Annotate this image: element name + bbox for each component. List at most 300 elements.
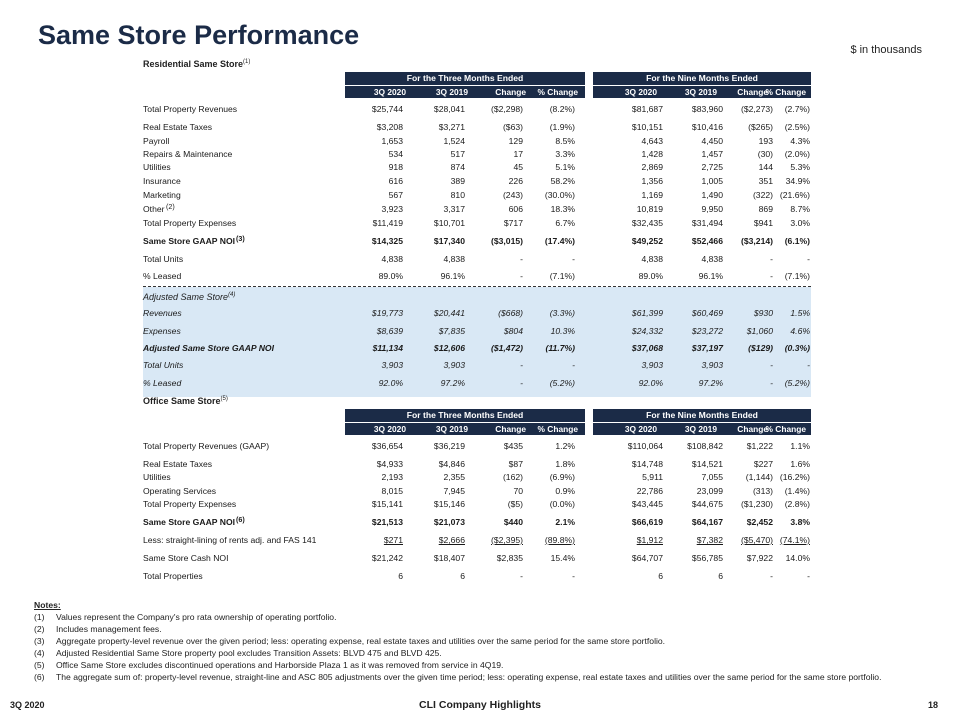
table-cell: 517 [450,149,465,159]
table-cell: (2.0%) [784,149,810,159]
table-row [143,440,811,453]
table-cell: 4,838 [701,254,723,264]
table-cell: ($3,214) [740,236,773,246]
note-text: Adjusted Residential Same Store property pool excludes Transition Assets: BLVD 475 and BLVD 425. [56,648,442,658]
table-row [143,235,811,248]
table-cell: (1,144) [745,472,773,482]
row-note: (2) [166,203,175,211]
table-cell: 96.1% [698,271,723,281]
row-label: Utilities [143,162,171,172]
table-cell: 1,457 [701,149,723,159]
table-cell: 89.0% [378,271,403,281]
table-cell: 3,903 [641,360,663,370]
table-cell: ($3,015) [490,236,523,246]
table-cell: (162) [502,472,523,482]
table-cell: $21,242 [371,553,403,563]
table-cell: 918 [388,162,403,172]
table-cell: 10.3% [550,326,575,336]
table-cell: 70 [513,486,523,496]
row-label: Payroll [143,136,170,146]
note-number: (5) [34,660,45,670]
table-cell: $1,912 [636,535,663,545]
table-cell: 6.7% [555,218,575,228]
adjusted-section-note: (4) [228,292,236,298]
table-cell: $21,513 [371,517,403,527]
table-cell: 96.1% [440,271,465,281]
note-item [34,671,924,683]
table-cell: $43,445 [631,499,663,509]
note-item [34,611,924,623]
note-text: Values represent the Company's pro rata ownership of operating portfolio. [56,612,337,622]
table-cell: 1,524 [443,136,465,146]
note-text: The aggregate sum of: property-level revenue, straight-line and ASC 805 adjustments over the given time period; less: operating expense, real estate taxes and utilities over the same period for the same store portfolio. [56,672,882,682]
table-cell: 869 [758,204,773,214]
table-cell: 129 [508,136,523,146]
table-cell: $4,846 [438,459,465,469]
table-cell: (1.4%) [784,486,810,496]
table-cell: (74.1%) [779,535,810,545]
footer-period: 3Q 2020 [10,700,45,710]
note-item [34,647,924,659]
table-cell: $2,666 [438,535,465,545]
table-cell: ($2,273) [740,104,773,114]
table-cell: $17,340 [433,236,465,246]
table-row [143,485,811,498]
note-number: (3) [34,636,45,646]
office-section-title: Office Same Store [143,396,221,406]
table-cell: $64,707 [631,553,663,563]
table-cell: $24,332 [631,326,663,336]
table-cell: $66,619 [631,517,663,527]
note-text: Includes management fees. [56,624,162,634]
table-cell: (2.5%) [784,122,810,132]
table-cell: 18.3% [550,204,575,214]
table-cell: $36,654 [371,441,403,451]
table-cell: 7,945 [443,486,465,496]
table-cell: $1,222 [746,441,773,451]
table-cell: 1,653 [381,136,403,146]
office-section-note: (5) [220,396,228,402]
table-row [143,161,811,174]
table-cell: 1,490 [701,190,723,200]
table-cell: $7,382 [696,535,723,545]
table-cell: 2.1% [555,517,575,527]
table-cell: ($1,472) [490,343,523,353]
table-cell: $83,960 [691,104,723,114]
table-cell: - [520,378,523,388]
table-cell: 389 [450,176,465,186]
table-cell: ($668) [498,308,523,318]
table-cell: (89.8%) [544,535,575,545]
table-cell: (17.4%) [544,236,575,246]
table-cell: $7,835 [438,326,465,336]
table-cell: 616 [388,176,403,186]
table-row [143,534,811,547]
row-label: Total Units [143,360,184,370]
row-label: % Leased [143,271,182,281]
table-cell: $23,272 [691,326,723,336]
table-cell: $44,675 [691,499,723,509]
row-label: Same Store GAAP NOI [143,236,236,246]
table-cell: - [770,254,773,264]
row-label: Same Store Cash NOI [143,553,229,563]
table-cell: 2,869 [641,162,663,172]
note-text: Aggregate property-level revenue over the given period; less: operating expense, real estate taxes and utilities over the same period for the same store portfolio. [56,636,666,646]
table-cell: - [520,254,523,264]
table-cell: $25,744 [371,104,403,114]
table-cell: 9,950 [701,204,723,214]
table-cell: (2.8%) [784,499,810,509]
table-cell: 5.3% [790,162,810,172]
table-cell: 1.1% [790,441,810,451]
table-row [143,253,811,266]
table-cell: $21,073 [433,517,465,527]
row-label: Insurance [143,176,181,186]
table-cell: $14,325 [371,236,403,246]
table-row [143,570,811,583]
row-label: % Leased [143,378,182,388]
table-cell: 89.0% [638,271,663,281]
office-column-headers-three: 3Q 2020 3Q 2019 Change % Change [345,423,585,435]
row-label: Total Units [143,254,184,264]
table-cell: 2,355 [443,472,465,482]
table-cell: (16.2%) [779,472,810,482]
row-label: Revenues [143,308,182,318]
table-cell: $108,842 [687,441,723,451]
table-cell: ($63) [502,122,523,132]
office-section-label [143,396,228,406]
row-label: Adjusted Same Store GAAP NOI [143,343,274,353]
note-item [34,623,924,635]
table-cell: $49,252 [631,236,663,246]
table-cell: 874 [450,162,465,172]
table-cell: 97.2% [698,378,723,388]
table-cell: - [807,360,810,370]
table-cell: (2.7%) [784,104,810,114]
table-cell: 17 [513,149,523,159]
table-cell: 8.7% [790,204,810,214]
row-label: Less: straight-lining of rents adj. and FAS 141 [143,535,317,545]
row-label: Total Properties [143,571,203,581]
residential-header-nine-months: For the Nine Months Ended [593,72,811,85]
row-label: Same Store GAAP NOI [143,517,236,527]
row-label: Real Estate Taxes [143,459,213,469]
row-label: Expenses [143,326,181,336]
table-cell: $271 [383,535,403,545]
table-cell: (7.1%) [784,271,810,281]
table-cell: ($2,298) [490,104,523,114]
table-cell: $87 [508,459,523,469]
table-cell: 6 [658,571,663,581]
page-title: Same Store Performance [38,20,360,50]
table-cell: $10,416 [691,122,723,132]
table-cell: (243) [502,190,523,200]
table-cell: $11,134 [372,343,403,353]
table-cell: $717 [503,218,523,228]
table-cell: $4,933 [376,459,403,469]
table-cell: - [572,254,575,264]
row-note: (6) [236,516,245,524]
table-cell: 1,005 [701,176,723,186]
table-row [143,103,811,116]
table-cell: 5,911 [642,472,663,482]
table-cell: $37,068 [631,343,663,353]
row-label: Utilities [143,472,171,482]
table-cell: ($1,230) [740,499,773,509]
table-cell: 1.5% [790,308,810,318]
table-row [143,203,811,216]
table-cell: $11,419 [372,218,403,228]
table-cell: 23,099 [696,486,723,496]
table-cell: (30.0%) [544,190,575,200]
table-cell: ($5) [507,499,523,509]
note-number: (2) [34,624,45,634]
table-cell: $56,785 [691,553,723,563]
table-cell: $61,399 [631,308,663,318]
table-row [143,325,811,338]
table-cell: 4,838 [443,254,465,264]
table-cell: (21.6%) [779,190,810,200]
residential-section-title: Residential Same Store [143,59,244,69]
table-cell: 2,725 [701,162,723,172]
table-cell: $19,773 [371,308,403,318]
row-label: Total Property Expenses [143,499,237,509]
row-label: Total Property Revenues (GAAP) [143,441,270,451]
table-cell: 8.5% [555,136,575,146]
note-number: (6) [34,672,45,682]
table-cell: 1.2% [555,441,575,451]
table-cell: - [572,360,575,370]
residential-section-label [143,59,250,69]
table-cell: 58.2% [550,176,575,186]
table-cell: 1.8% [555,459,575,469]
table-cell: 14.0% [785,553,810,563]
table-cell: (11.7%) [545,343,575,353]
table-cell: $64,167 [691,517,723,527]
adjusted-section-title: Adjusted Same Store [143,292,229,302]
table-cell: - [520,571,523,581]
row-label: Repairs & Maintenance [143,149,233,159]
table-cell: $14,748 [631,459,663,469]
table-cell: $1,060 [746,326,773,336]
table-row [143,135,811,148]
table-cell: $32,435 [631,218,663,228]
table-cell: (6.1%) [784,236,810,246]
table-cell: 3,317 [443,204,465,214]
table-cell: 534 [388,149,403,159]
table-cell: $3,271 [438,122,465,132]
table-cell: 92.0% [638,378,663,388]
table-cell: $2,835 [496,553,523,563]
table-cell: (3.3%) [549,308,575,318]
table-cell: ($129) [748,343,773,353]
table-cell: (1.9%) [549,122,575,132]
table-cell: 351 [758,176,773,186]
table-cell: - [770,360,773,370]
table-cell: $8,639 [376,326,403,336]
table-cell: $110,064 [627,441,663,451]
table-row [143,175,811,188]
notes-heading: Notes: [34,600,61,610]
table-row [143,516,811,529]
table-row [143,498,811,511]
table-cell: 4,450 [701,136,723,146]
table-cell: 4,643 [641,136,663,146]
table-cell: 2,193 [381,472,403,482]
table-cell: 4.6% [790,326,810,336]
residential-section-note: (1) [243,59,251,65]
page-number: 18 [927,700,938,710]
table-cell: 4,838 [641,254,663,264]
table-cell: $227 [753,459,773,469]
table-cell: - [770,571,773,581]
table-cell: $7,922 [746,553,773,563]
table-cell: 3,923 [381,204,403,214]
office-header-nine-months: For the Nine Months Ended [593,409,811,422]
residential-column-headers-three: 3Q 2020 3Q 2019 Change % Change [345,86,585,98]
table-cell: $14,521 [691,459,723,469]
table-cell: 1.6% [790,459,810,469]
table-cell: 45 [513,162,523,172]
table-cell: 92.0% [378,378,403,388]
note-item [34,635,924,647]
table-cell: 6 [460,571,465,581]
table-cell: 193 [758,136,773,146]
table-cell: 1,356 [641,176,663,186]
table-cell: 810 [450,190,465,200]
table-cell: 3,903 [701,360,723,370]
table-cell: ($265) [748,122,773,132]
table-cell: 7,055 [701,472,723,482]
note-number: (1) [34,612,45,622]
table-cell: $81,687 [631,104,663,114]
table-cell: - [520,271,523,281]
table-cell: 5.1% [555,162,575,172]
table-cell: (313) [752,486,773,496]
row-note: (3) [236,235,245,243]
table-row [143,148,811,161]
note-number: (4) [34,648,45,658]
row-label: Total Property Revenues [143,104,238,114]
footer-title: CLI Company Highlights [419,699,541,711]
table-row [143,458,811,471]
table-cell: (322) [752,190,773,200]
row-label: Operating Services [143,486,217,496]
table-cell: $20,441 [433,308,465,318]
table-cell: 6 [718,571,723,581]
table-cell: (8.2%) [549,104,575,114]
table-row [143,471,811,484]
table-cell: $37,197 [691,343,723,353]
adjusted-section-label [143,292,235,302]
table-cell: $12,606 [433,343,465,353]
table-cell: 10,819 [636,204,663,214]
table-cell: 4.3% [790,136,810,146]
table-cell: $52,466 [691,236,723,246]
table-cell: $15,146 [433,499,465,509]
table-cell: (5.2%) [784,378,810,388]
row-label: Marketing [143,190,181,200]
table-row [143,307,811,320]
table-row [143,189,811,202]
table-cell: $31,494 [691,218,723,228]
units-note: $ in thousands [850,44,922,56]
table-cell: $60,469 [691,308,723,318]
table-cell: (6.9%) [549,472,575,482]
table-row [143,217,811,230]
table-cell: ($2,395) [490,535,523,545]
table-cell: 97.2% [440,378,465,388]
notes [34,599,924,683]
table-cell: 3,903 [381,360,403,370]
table-cell: 0.9% [555,486,575,496]
table-cell: (7.1%) [549,271,575,281]
table-cell: 144 [758,162,773,172]
table-row [143,359,811,372]
table-cell: $10,151 [631,122,663,132]
table-cell: (5.2%) [549,378,575,388]
table-row [143,342,811,355]
table-cell: 3.8% [790,517,810,527]
table-cell: $10,701 [433,218,465,228]
table-cell: $36,219 [433,441,465,451]
residential-column-headers-nine: 3Q 2020 3Q 2019 Change % Change [593,86,811,98]
office-column-headers-nine: 3Q 2020 3Q 2019 Change % Change [593,423,811,435]
table-row [143,121,811,134]
office-header-three-months: For the Three Months Ended [345,409,585,422]
table-row [143,552,811,565]
table-cell: $28,041 [433,104,465,114]
table-cell: 22,786 [636,486,663,496]
table-cell: (30) [757,149,773,159]
table-cell: 1,428 [641,149,663,159]
row-label: Real Estate Taxes [143,122,213,132]
table-row [143,270,811,283]
table-cell: 1,169 [641,190,663,200]
table-cell: $930 [753,308,773,318]
table-cell: 3.0% [790,218,810,228]
table-cell: $440 [503,517,523,527]
table-cell: $2,452 [746,517,773,527]
table-cell: - [770,378,773,388]
table-cell: 3.3% [555,149,575,159]
table-cell: 3,903 [443,360,465,370]
note-text: Office Same Store excludes discontinued operations and Harborside Plaza 1 as it was removed from service in 4Q19. [56,660,504,670]
table-cell: $804 [503,326,523,336]
table-cell: 6 [398,571,403,581]
table-cell: ($5,470) [740,535,773,545]
table-cell: 226 [508,176,523,186]
row-label: Total Property Expenses [143,218,237,228]
table-cell: $18,407 [433,553,465,563]
table-cell: 606 [508,204,523,214]
row-label: Other [143,204,165,214]
table-cell: - [520,360,523,370]
table-cell: 34.9% [785,176,810,186]
table-row [143,377,811,390]
table-cell: - [807,254,810,264]
note-item [34,659,924,671]
table-cell: 567 [388,190,403,200]
table-cell: - [572,571,575,581]
table-cell: - [770,271,773,281]
table-cell: $15,141 [371,499,403,509]
table-cell: $941 [753,218,773,228]
table-cell: 8,015 [381,486,403,496]
table-cell: 4,838 [381,254,403,264]
table-cell: - [807,571,810,581]
table-cell: 15.4% [550,553,575,563]
